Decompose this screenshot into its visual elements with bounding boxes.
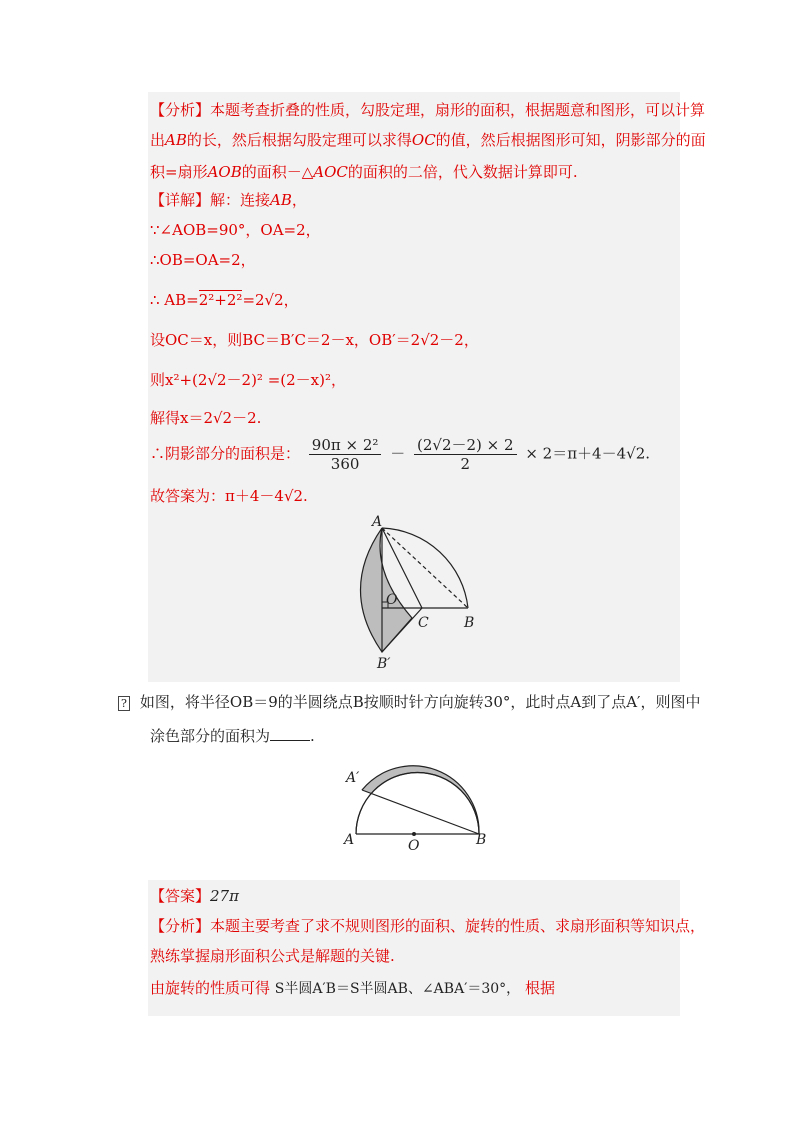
center-dot (412, 832, 416, 836)
detail-intro: 【详解】解：连接AB， (150, 191, 307, 209)
detail-step-7: ∴阴影部分的面积是： $\frac{\text{90π × 2²}}{360}$ － $\frac{(2√2-2) \times 2}{2}$ × 2＝π＋4－4√2. (150, 436, 651, 473)
detail-step-3: ∴ AB=2²+2²=2√2， (150, 291, 299, 309)
question-marker: ? (118, 696, 130, 711)
analysis-line-3: 积=扇形AOB的面积－△AOC的面积的二倍，代入数据计算即可. (150, 163, 578, 181)
detail-step-1: ∵∠AOB=90°，OA=2， (150, 221, 321, 239)
answer-line: 【答案】27π (150, 887, 239, 905)
shaded-region (361, 528, 413, 652)
label-ap: A′ (346, 770, 360, 786)
answer-blank (270, 726, 310, 741)
figure-rotated-semicircle (342, 754, 492, 854)
figure-folded-sector (342, 512, 522, 672)
detail-step-6: 解得x＝2√2－2. (150, 409, 262, 427)
label-b: B (464, 615, 475, 631)
analysis2-line-3: 由旋转的性质可得 S半圆A′B＝S半圆AB、∠ABA′＝30°， 根据 (150, 979, 555, 997)
label-o2: O (408, 838, 420, 854)
analysis2-line-2: 熟练掌握扇形面积公式是解题的关键. (150, 947, 395, 965)
detail-step-2: ∴OB=OA=2， (150, 251, 256, 269)
question-line-1: ? 如图，将半径OB＝9的半圆绕点B按顺时针方向旋转30°，此时点A到了点A′，则图中 (118, 692, 700, 714)
label-o: O (386, 592, 398, 608)
question-line-2: 涂色部分的面积为 . (150, 727, 315, 745)
label-bp: B′ (377, 656, 391, 672)
label-a: A (372, 514, 383, 530)
analysis2-line-1: 【分析】本题主要考查了求不规则图形的面积、旋转的性质、求扇形面积等知识点， (150, 917, 706, 935)
detail-answer: 故答案为：π＋4－4√2. (150, 487, 308, 505)
analysis-line-1: 【分析】本题考查折叠的性质，勾股定理，扇形的面积，根据题意和图形，可以计算 (150, 101, 706, 119)
label-c: C (418, 615, 429, 631)
label-b2: B (476, 832, 487, 848)
detail-step-4: 设OC＝x，则BC＝B′C＝2－x，OB′＝2√2－2， (150, 331, 479, 349)
detail-step-5: 则x²+(2√2－2)² =(2－x)²， (150, 371, 347, 389)
label-a2: A (344, 832, 355, 848)
analysis-line-2: 出AB的长，然后根据勾股定理可以求得OC的值，然后根据图形可知，阴影部分的面 (150, 131, 706, 149)
